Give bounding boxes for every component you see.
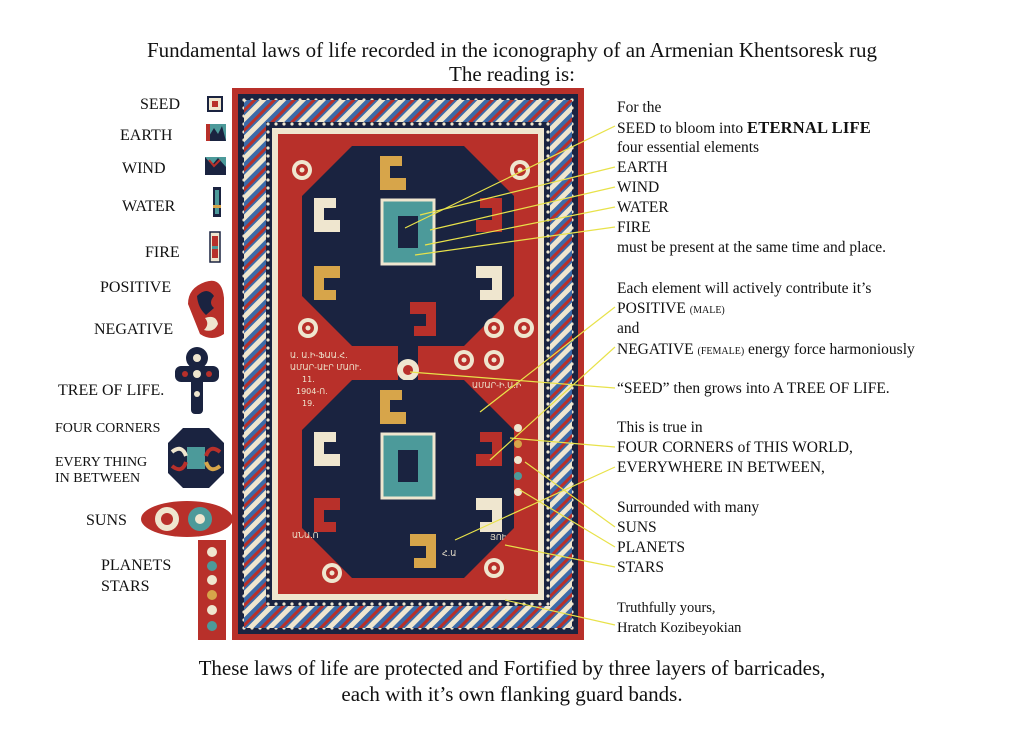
reading-positive: POSITIVE [617, 300, 690, 317]
reading-fire: FIRE [617, 219, 651, 236]
wind-swatch [205, 157, 226, 175]
reading-seed-to-bloom [617, 118, 871, 139]
reading-surrounded: Surrounded with many [617, 499, 760, 516]
reading-four-elements: four essential elements [617, 139, 760, 156]
rug-inscription-left-1: Ա. Ա.Ի-ՖԱԱ.Հ. [290, 351, 348, 360]
seed-swatch [208, 97, 222, 111]
legend-label-every-thing: EVERY THING [55, 455, 148, 470]
rug-inscription-right: ԱՄԱՐ-Ի.Ա.Ի [472, 381, 522, 390]
reading-four-corners: FOUR CORNERS of THIS WORLD, [617, 439, 853, 456]
rug-inscription-bottom-right: ՅՈՒ [490, 533, 506, 542]
signature-name: Hratch Kozibeyokian [617, 620, 742, 636]
reading-water: WATER [617, 199, 669, 216]
legend-label-earth: EARTH [120, 127, 173, 144]
legend-label-wind: WIND [122, 160, 166, 177]
reading-true-in: This is true in [617, 419, 703, 436]
reading-negative: NEGATIVE [617, 341, 698, 358]
reading-female: (FEMALE) [697, 346, 745, 357]
legend-label-water: WATER [122, 198, 176, 215]
suns-swatch [141, 501, 233, 537]
legend-label-in-between: IN BETWEEN [55, 471, 141, 486]
reading-each-element: Each element will actively contribute it’s [617, 280, 872, 297]
tree-of-life-swatch [175, 347, 219, 414]
legend-label-positive: POSITIVE [100, 279, 172, 296]
rug-inscription-left-4: 1904-Ո. [296, 387, 328, 396]
rug-medallion-bottom [302, 380, 514, 578]
footer-line-1: These laws of life are protected and Fortified by three layers of barricades, [198, 656, 826, 680]
reading-positive-line [617, 299, 725, 321]
footer-line-2: each with it’s own flanking guard bands. [341, 682, 683, 706]
reading-same-time-place: must be present at the same time and place. [617, 239, 887, 256]
positive-negative-swatch [188, 281, 224, 338]
reading-tree-of-life: “SEED” then grows into A TREE OF LIFE. [617, 380, 890, 397]
reading-for-the: For the [617, 99, 662, 116]
legend-label-four-corners: FOUR CORNERS [55, 421, 161, 436]
earth-swatch [206, 124, 226, 141]
reading-everywhere: EVERYWHERE IN BETWEEN, [617, 459, 825, 476]
reading-stars: STARS [617, 559, 664, 576]
rug-inscription-left-3: 11. [302, 375, 315, 384]
legend-label-negative: NEGATIVE [94, 321, 174, 338]
khentsoresk-rug [232, 88, 592, 648]
reading-seed-to-bloom-text: SEED to bloom into [617, 120, 748, 137]
legend-label-planets: PLANETS [101, 557, 172, 574]
rug-tree-of-life [397, 344, 419, 384]
reading-suns: SUNS [617, 519, 657, 536]
reading-male: (MALE) [689, 305, 725, 316]
signature-closing: Truthfully yours, [617, 600, 716, 616]
legend-label-stars: STARS [101, 578, 150, 595]
rug-inscription-left-2: ԱՄԱՐ-ԱԷՐ ՄԱՈՒ. [290, 363, 362, 372]
reading-and: and [617, 320, 640, 337]
reading-energy-force: energy force harmoniously [744, 341, 915, 358]
planets-stars-swatch [198, 540, 226, 640]
rug-inscription-bottom-left: ԱՆԱ.Ո [292, 531, 319, 540]
water-swatch [213, 187, 221, 217]
legend-label-fire: FIRE [145, 244, 180, 261]
main-title: Fundamental laws of life recorded in the iconography of an Armenian Khentsoresk rug [146, 38, 878, 62]
legend-label-seed: SEED [140, 96, 180, 113]
reading-wind: WIND [617, 179, 660, 196]
rug-inscription-left-5: 19. [302, 399, 315, 408]
rug-inscription-bottom-mid: Հ.Ա [442, 549, 457, 558]
reading-planets: PLANETS [617, 539, 686, 556]
four-corners-swatch [168, 428, 224, 488]
reading-negative-line [617, 340, 915, 362]
reading-eternal-life: ETERNAL LIFE [747, 118, 871, 137]
legend-label-tree-of-life: TREE OF LIFE. [58, 382, 165, 399]
reading-earth: EARTH [617, 159, 668, 176]
legend-label-suns: SUNS [86, 512, 127, 529]
fire-swatch [210, 232, 220, 262]
subtitle: The reading is: [449, 62, 575, 86]
rug-medallion-top [302, 146, 514, 346]
